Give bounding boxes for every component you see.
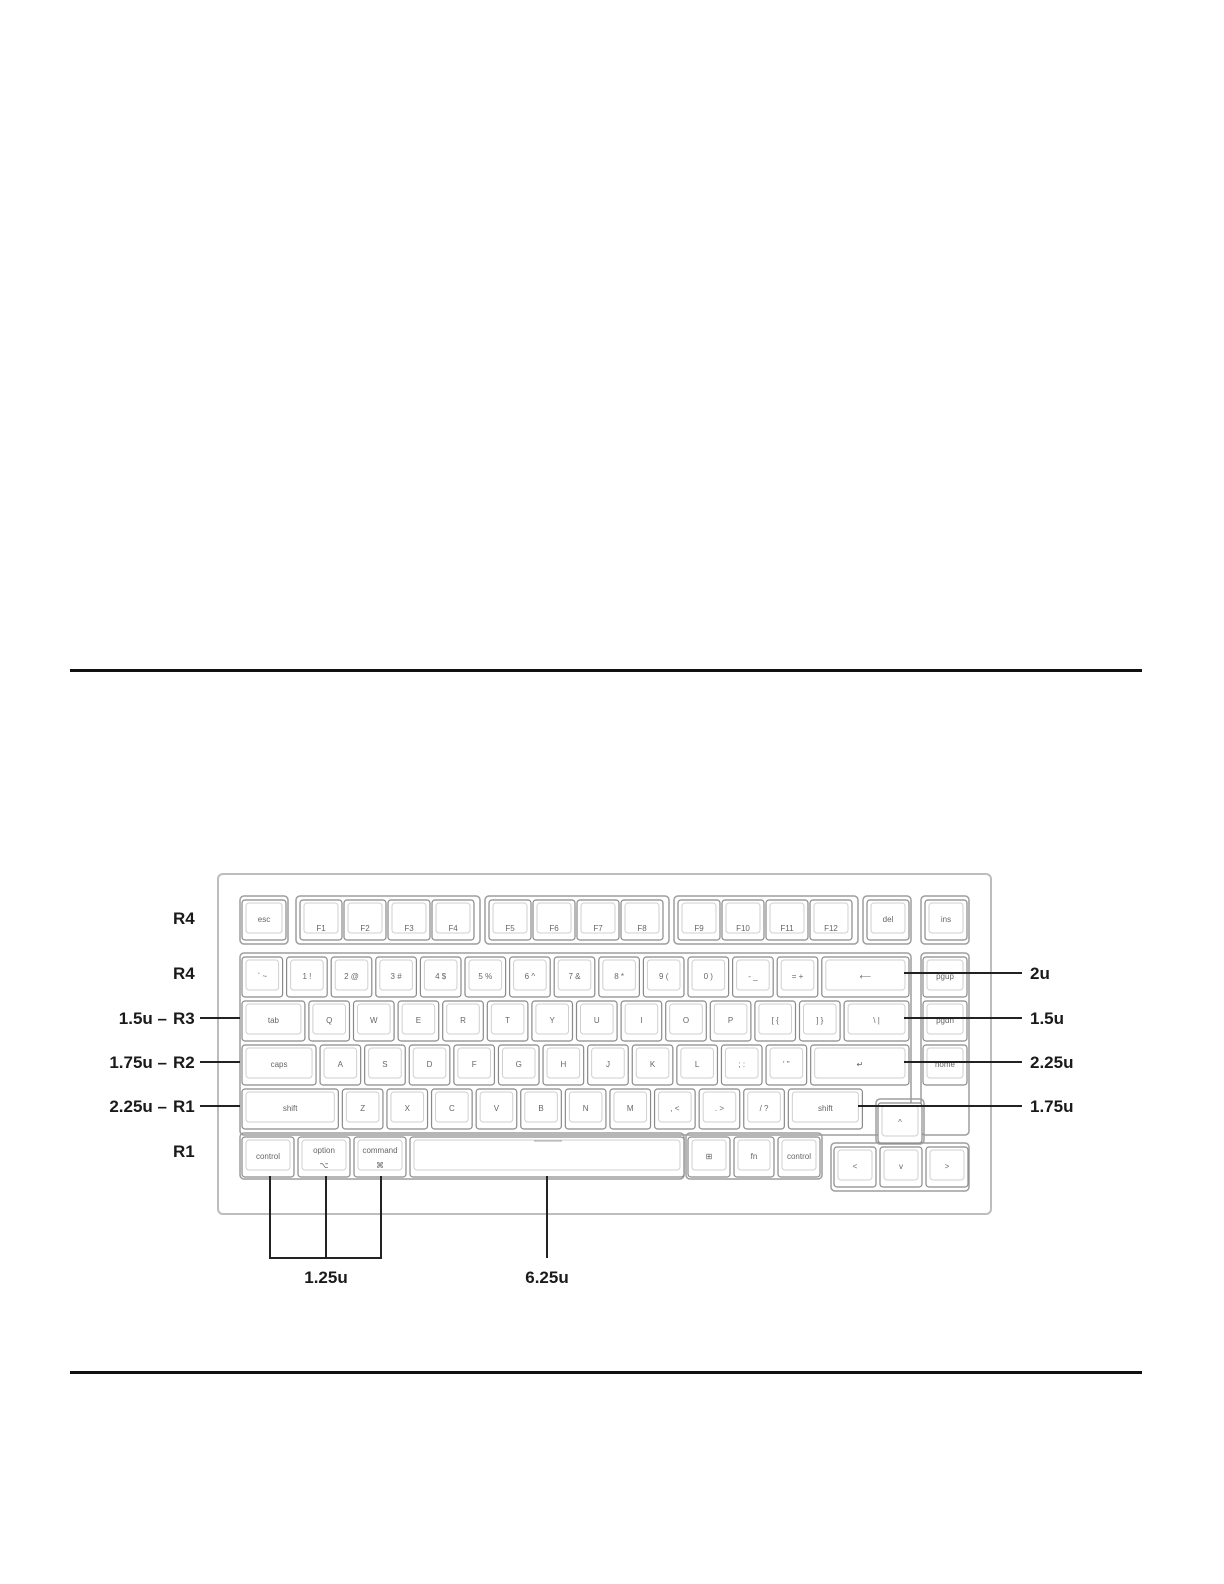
size-label-left-shift: 2.25u – (109, 1097, 167, 1116)
row-label-home: R2 (173, 1053, 195, 1072)
key-pgdn-label: pgdn (936, 1016, 954, 1025)
key-number-3 (376, 957, 417, 997)
key-home-row-1-label: S (382, 1060, 388, 1069)
key-shift-right (788, 1089, 862, 1129)
key-tab (242, 1001, 305, 1041)
key-qwerty-12 (844, 1001, 909, 1041)
key-win-label: ⊞ (705, 1152, 713, 1161)
key-qwerty-9 (710, 1001, 751, 1041)
key-arrow-right-label: > (944, 1162, 950, 1171)
key-f3-sublabel: F3 (404, 924, 414, 933)
key-home-row-2-label: D (426, 1060, 433, 1069)
key-tab-label: tab (267, 1016, 280, 1025)
key-home-row-5-label: H (560, 1060, 567, 1069)
key-home-row-1 (365, 1045, 406, 1085)
key-home-row-10-label: ' " (783, 1060, 790, 1069)
key-shift-left-label: shift (282, 1104, 298, 1113)
key-f8-sublabel: F8 (637, 924, 647, 933)
key-number-9-label: 9 ( (659, 972, 669, 981)
key-shift-row-6 (610, 1089, 651, 1129)
key-qwerty-11 (800, 1001, 841, 1041)
row-label-bottom: R1 (173, 1142, 195, 1161)
key-qwerty-2-label: E (415, 1016, 422, 1025)
key-home-row-7 (632, 1045, 673, 1085)
key-del (867, 900, 909, 940)
key-home-row-0-label: A (337, 1060, 344, 1069)
key-f12 (810, 900, 852, 940)
key-qwerty-1-label: W (370, 1016, 378, 1025)
key-number-0-label: ` ~ (257, 972, 268, 981)
size-label-right-shift: 1.75u (1030, 1097, 1074, 1116)
key-control-right (778, 1137, 820, 1177)
key-ins (925, 900, 967, 940)
key-qwerty-6 (577, 1001, 618, 1041)
key-number-2-label: 2 @ (344, 972, 359, 981)
key-arrow-down-label: v (899, 1162, 903, 1171)
key-qwerty-7 (621, 1001, 662, 1041)
key-shift-row-3-label: V (493, 1104, 500, 1113)
key-shift-row-0-label: Z (360, 1104, 366, 1113)
key-backspace (822, 957, 909, 997)
size-label-backspace: 2u (1030, 964, 1050, 983)
key-arrow-right (926, 1147, 968, 1187)
key-home-row-6-label: J (605, 1060, 610, 1069)
key-qwerty-1 (354, 1001, 395, 1041)
key-qwerty-0-label: Q (326, 1016, 333, 1025)
key-f6-sublabel: F6 (549, 924, 559, 933)
key-option-label: option (313, 1146, 335, 1155)
size-label-caps: 1.75u – (109, 1053, 167, 1072)
key-number-12 (777, 957, 818, 997)
key-del-label: del (882, 915, 894, 924)
key-number-5-label: 5 % (478, 972, 493, 981)
key-pgup (923, 957, 967, 997)
key-backspace-label: ⟵ (859, 972, 872, 981)
key-home-row-7-label: K (649, 1060, 656, 1069)
key-home-row-2 (409, 1045, 450, 1085)
key-shift-row-5 (565, 1089, 606, 1129)
key-ins-label: ins (940, 915, 952, 924)
key-number-2 (331, 957, 372, 997)
key-shift-row-1-label: X (404, 1104, 410, 1113)
key-shift-row-4 (521, 1089, 562, 1129)
key-number-11 (733, 957, 774, 997)
key-option-sublabel: ⌥ (319, 1161, 329, 1170)
key-command (354, 1137, 406, 1177)
key-number-7-label: 7 & (568, 972, 581, 981)
key-esc (242, 900, 286, 940)
key-number-8-label: 8 * (614, 972, 624, 981)
key-arrow-up-label: ^ (898, 1118, 902, 1127)
key-home-row-9-label: ; : (738, 1060, 746, 1069)
key-number-10 (688, 957, 729, 997)
key-shift-row-7-label: , < (670, 1104, 680, 1113)
key-number-4 (420, 957, 461, 997)
key-home-row-4-label: G (515, 1060, 522, 1069)
key-number-1-label: 1 ! (302, 972, 312, 981)
key-home-row-6 (588, 1045, 629, 1085)
key-number-12-label: = + (791, 972, 804, 981)
key-f7-sublabel: F7 (593, 924, 603, 933)
key-f9 (678, 900, 720, 940)
key-f10-sublabel: F10 (736, 924, 750, 933)
key-number-8 (599, 957, 640, 997)
key-number-5 (465, 957, 506, 997)
key-qwerty-2 (398, 1001, 439, 1041)
key-f1 (300, 900, 342, 940)
key-fn (734, 1137, 774, 1177)
key-pgup-label: pgup (936, 972, 954, 981)
key-shift-row-3 (476, 1089, 517, 1129)
key-number-6-label: 6 ^ (524, 972, 536, 981)
key-number-1 (287, 957, 328, 997)
key-qwerty-4-label: T (505, 1016, 511, 1025)
key-arrow-up (878, 1103, 922, 1143)
key-home-row-4 (498, 1045, 539, 1085)
key-qwerty-5-label: Y (549, 1016, 555, 1025)
key-home-row-10 (766, 1045, 807, 1085)
key-qwerty-10 (755, 1001, 796, 1041)
key-control-left-label: control (255, 1152, 281, 1161)
key-qwerty-8-label: O (682, 1016, 690, 1025)
key-esc-label: esc (257, 915, 271, 924)
key-qwerty-8 (666, 1001, 707, 1041)
key-f2-sublabel: F2 (360, 924, 370, 933)
key-arrow-left (834, 1147, 876, 1187)
key-number-6 (510, 957, 551, 997)
key-home-row-5 (543, 1045, 584, 1085)
row-label-number: R4 (173, 964, 195, 983)
row-label-qwerty: R3 (173, 1009, 195, 1028)
key-home (923, 1045, 967, 1085)
key-shift-row-8-label: . > (714, 1104, 725, 1113)
key-f8 (621, 900, 663, 940)
key-home-row-0 (320, 1045, 361, 1085)
key-qwerty-3 (443, 1001, 484, 1041)
key-qwerty-4 (487, 1001, 528, 1041)
key-home-row-9 (721, 1045, 762, 1085)
key-shift-row-0 (342, 1089, 383, 1129)
key-shift-row-7 (655, 1089, 696, 1129)
key-f1-sublabel: F1 (316, 924, 326, 933)
key-number-10-label: 0 ) (703, 972, 713, 981)
key-pgdn (923, 1001, 967, 1041)
key-shift-row-4-label: B (538, 1104, 544, 1113)
key-shift-row-6-label: M (626, 1104, 634, 1113)
key-command-sublabel: ⌘ (376, 1161, 384, 1170)
key-shift-row-9-label: / ? (759, 1104, 769, 1113)
key-shift-row-2-label: C (448, 1104, 455, 1113)
key-caps (242, 1045, 316, 1085)
size-label-tab: 1.5u – (118, 1009, 167, 1028)
key-qwerty-12-label: \ | (873, 1016, 880, 1025)
key-qwerty-7-label: I (640, 1016, 643, 1025)
key-qwerty-6-label: U (593, 1016, 600, 1025)
key-home-row-8 (677, 1045, 718, 1085)
size-label-spacebar: 6.25u (525, 1268, 569, 1287)
row-label-shift: R1 (173, 1097, 195, 1116)
key-f5 (489, 900, 531, 940)
key-control-left (242, 1137, 294, 1177)
key-caps-label: caps (270, 1060, 288, 1069)
key-number-4-label: 4 $ (435, 972, 447, 981)
key-qwerty-9-label: P (727, 1016, 734, 1025)
key-home-row-3-label: F (471, 1060, 477, 1069)
size-label-backslash: 1.5u (1030, 1009, 1065, 1028)
key-shift-row-1 (387, 1089, 428, 1129)
key-qwerty-10-label: [ { (771, 1016, 779, 1025)
key-f4 (432, 900, 474, 940)
key-f10 (722, 900, 764, 940)
row-label-fn: R4 (173, 909, 195, 928)
key-qwerty-11-label: ] } (816, 1016, 824, 1025)
key-number-0 (242, 957, 283, 997)
key-command-label: command (362, 1146, 398, 1155)
key-number-9 (643, 957, 684, 997)
key-f5-sublabel: F5 (505, 924, 515, 933)
key-qwerty-0 (309, 1001, 350, 1041)
key-shift-row-5-label: N (582, 1104, 589, 1113)
key-f11-sublabel: F11 (780, 924, 794, 933)
key-home-row-3 (454, 1045, 495, 1085)
key-shift-left (242, 1089, 338, 1129)
key-spacebar (410, 1137, 684, 1177)
key-qwerty-5 (532, 1001, 573, 1041)
key-f9-sublabel: F9 (694, 924, 704, 933)
key-option (298, 1137, 350, 1177)
key-f6 (533, 900, 575, 940)
size-label-modifiers: 1.25u (304, 1268, 348, 1287)
key-control-right-label: control (786, 1152, 812, 1161)
key-number-3-label: 3 # (390, 972, 402, 981)
key-fn-label: fn (750, 1152, 758, 1161)
size-label-enter: 2.25u (1030, 1053, 1074, 1072)
key-arrow-left-label: < (852, 1162, 858, 1171)
key-f12-sublabel: F12 (824, 924, 838, 933)
key-f11 (766, 900, 808, 940)
key-home-row-8-label: L (694, 1060, 700, 1069)
key-f4-sublabel: F4 (448, 924, 458, 933)
key-shift-right-label: shift (818, 1104, 833, 1113)
key-number-11-label: - _ (748, 972, 758, 981)
key-arrow-down (880, 1147, 922, 1187)
key-f2 (344, 900, 386, 940)
key-f3 (388, 900, 430, 940)
key-home-label: home (934, 1060, 956, 1069)
key-enter (811, 1045, 909, 1085)
key-shift-row-8 (699, 1089, 740, 1129)
key-shift-row-2 (432, 1089, 473, 1129)
key-f7 (577, 900, 619, 940)
key-shift-row-9 (744, 1089, 785, 1129)
key-win (688, 1137, 730, 1177)
key-enter-label: ↵ (856, 1060, 864, 1069)
key-qwerty-3-label: R (460, 1016, 466, 1025)
key-number-7 (554, 957, 595, 997)
